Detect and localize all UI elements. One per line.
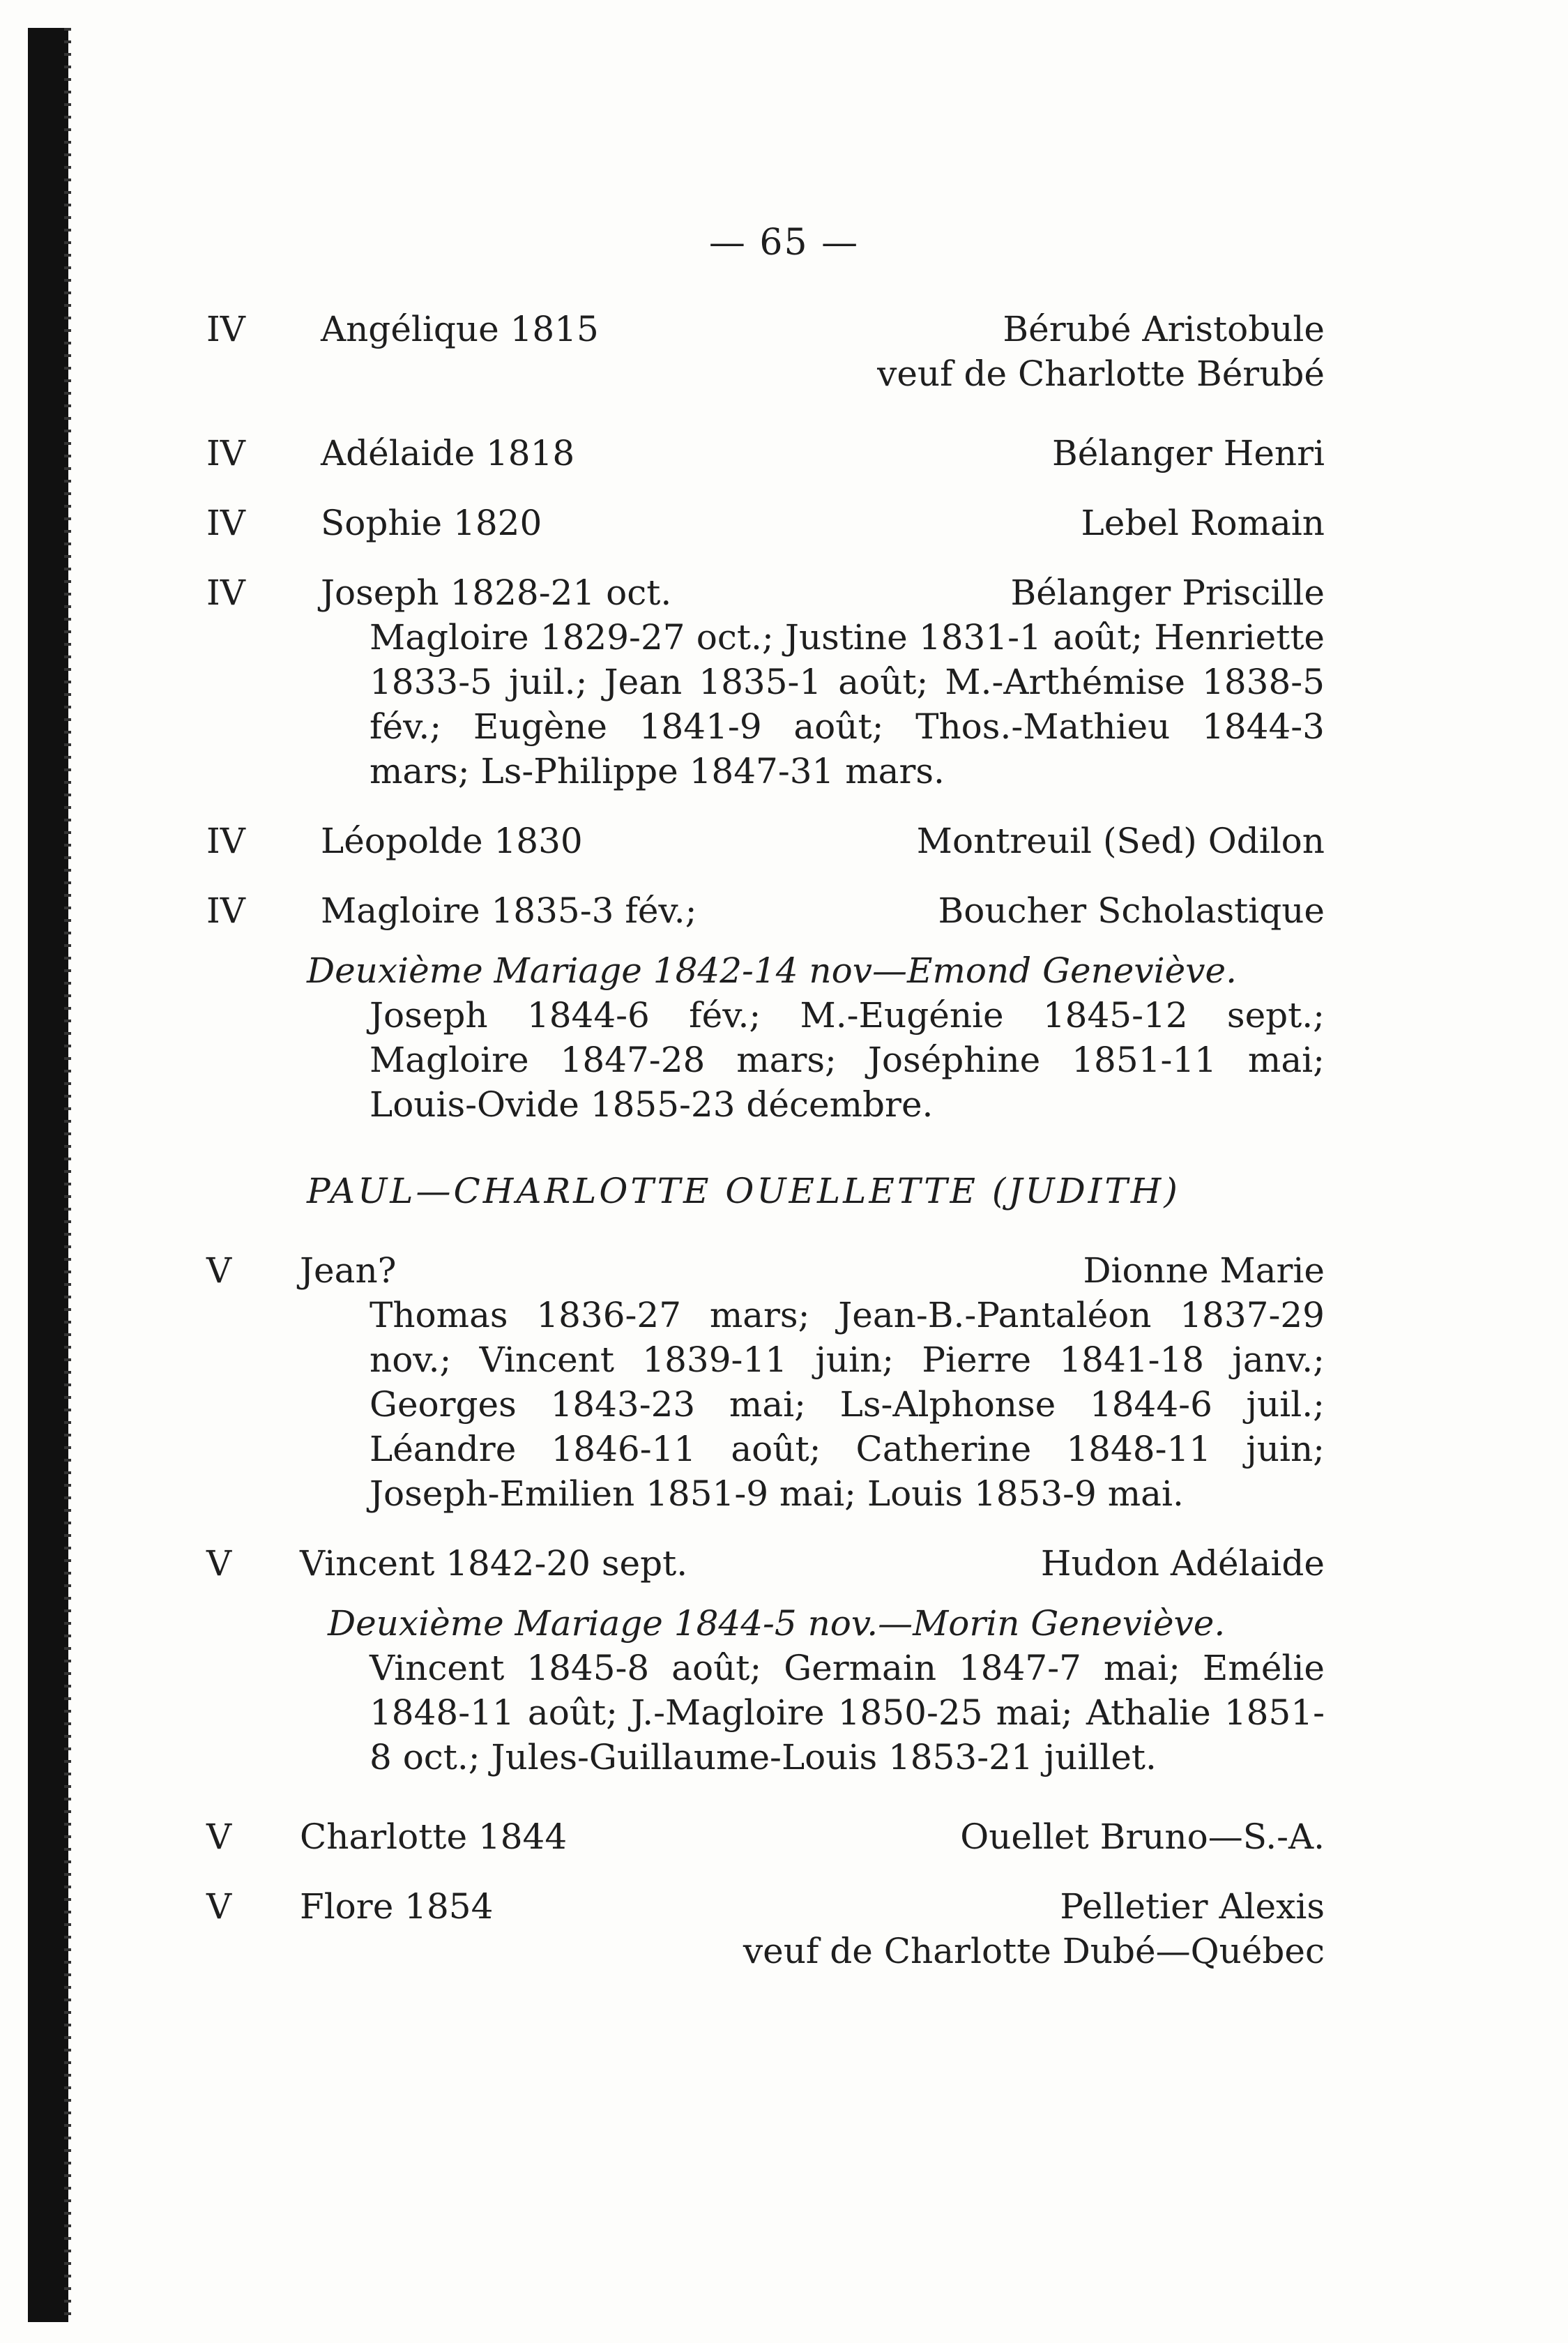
person-name: Léopolde 1830 bbox=[321, 821, 583, 861]
generation-marker: V bbox=[206, 1250, 232, 1291]
generation-marker: IV bbox=[206, 821, 245, 861]
children-list: Vincent 1845-8 août; Germain 1847-7 mai; Emélie 1848-11 août; J.-Magloire 1850-25 mai; Athalie 1851-8 oct.; Jules-Guillaume-Louis 1853-21 juillet. bbox=[370, 1648, 1325, 1777]
person-name: Sophie 1820 bbox=[321, 503, 542, 543]
person-name: Charlotte 1844 bbox=[300, 1817, 568, 1857]
person-name: Angélique 1815 bbox=[321, 309, 599, 349]
entry-row bbox=[206, 307, 1325, 396]
spouse-name: Pelletier Alexis bbox=[1060, 1886, 1325, 1927]
children-list: Magloire 1829-27 oct.; Justine 1831-1 août; Henriette 1833-5 juil.; Jean 1835-1 août; M.-Arthémise 1838-5 fév.; Eugène 1841-9 août; Thos.-Mathieu 1844-3 mars; Ls-Philippe 1847-31 mars. bbox=[370, 617, 1325, 791]
family-section-title: PAUL—CHARLOTTE OUELLETTE (JUDITH) bbox=[307, 1171, 1180, 1211]
generation-marker: V bbox=[206, 1886, 232, 1927]
entry-row bbox=[206, 1814, 1325, 1859]
person-name: Vincent 1842-20 sept. bbox=[300, 1543, 688, 1584]
generation-marker: IV bbox=[206, 309, 245, 349]
children-list: Thomas 1836-27 mars; Jean-B.-Pantaléon 1837-29 nov.; Vincent 1839-11 juin; Pierre 1841-18 janv.; Georges 1843-23 mai; Ls-Alphonse 1844-6 juil.; Léandre 1846-11 août; Catherine 1848-11 juin; Joseph-Emilien 1851-9 mai; Louis 1853-9 mai. bbox=[370, 1295, 1325, 1514]
person-name: Flore 1854 bbox=[300, 1886, 494, 1927]
person-name: Jean? bbox=[300, 1250, 397, 1291]
entry-row bbox=[206, 1884, 1325, 1973]
entry-row bbox=[206, 431, 1325, 476]
entry-row bbox=[206, 819, 1325, 863]
person-name: Joseph 1828-21 oct. bbox=[321, 573, 672, 613]
generation-marker: IV bbox=[206, 890, 245, 931]
entry-row bbox=[206, 501, 1325, 545]
spouse-name: Bélanger Henri bbox=[1051, 433, 1325, 473]
entry-row bbox=[206, 1541, 1325, 1586]
second-marriage-heading: Deuxième Mariage 1842-14 nov—Emond Geneviève. bbox=[307, 950, 1237, 991]
spouse-name: Dionne Marie bbox=[1083, 1250, 1325, 1291]
spouse-name: Boucher Scholastique bbox=[938, 890, 1325, 931]
book-spine-edge bbox=[28, 28, 68, 2322]
spouse-note: veuf de Charlotte Dubé—Québec bbox=[743, 1931, 1325, 1971]
spouse-note: veuf de Charlotte Bérubé bbox=[877, 354, 1325, 394]
children-list: Joseph 1844-6 fév.; M.-Eugénie 1845-12 sept.; Magloire 1847-28 mars; Joséphine 1851-11 mai; Louis-Ovide 1855-23 décembre. bbox=[370, 995, 1325, 1125]
entry-row bbox=[206, 1248, 1325, 1516]
person-name: Adélaide 1818 bbox=[321, 433, 575, 473]
spouse-name: Ouellet Bruno—S.-A. bbox=[960, 1817, 1325, 1857]
person-name: Magloire 1835-3 fév.; bbox=[321, 890, 697, 931]
page-number: — 65 — bbox=[708, 222, 860, 264]
entry-row bbox=[206, 888, 1325, 933]
second-marriage-heading: Deuxième Mariage 1844-5 nov.—Morin Geneviève. bbox=[328, 1603, 1226, 1644]
generation-marker: IV bbox=[206, 573, 245, 613]
spouse-name: Bérubé Aristobule bbox=[1003, 309, 1325, 349]
spouse-name: Hudon Adélaide bbox=[1040, 1543, 1325, 1584]
entry-row bbox=[206, 570, 1325, 794]
generation-marker: V bbox=[206, 1543, 232, 1584]
spouse-name: Bélanger Priscille bbox=[1010, 573, 1325, 613]
genealogy-page-body bbox=[206, 307, 1325, 1973]
generation-marker: IV bbox=[206, 503, 245, 543]
generation-marker: IV bbox=[206, 433, 245, 473]
spouse-name: Lebel Romain bbox=[1081, 503, 1325, 543]
spouse-name: Montreuil (Sed) Odilon bbox=[916, 821, 1325, 861]
generation-marker: V bbox=[206, 1817, 232, 1857]
